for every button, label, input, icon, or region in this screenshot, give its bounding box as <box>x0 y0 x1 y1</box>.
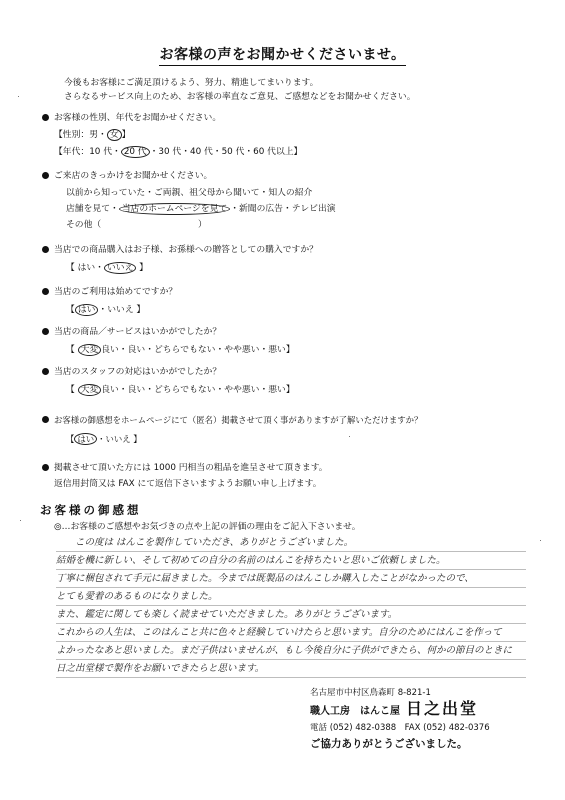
answer-line: 以前から知っていた・ご両親、祖父母から聞いて・知人の紹介 <box>66 188 313 198</box>
bullet-icon <box>42 464 49 471</box>
bullet-icon <box>42 288 49 295</box>
question-staff-rating <box>54 366 295 397</box>
circled-answer: はい <box>75 304 99 316</box>
answer-line: 【 はい ・いいえ 】 <box>66 434 142 444</box>
question-text: お客様の御感想をホームページにて（匿名）掲載させて頂く事がありますが了解いただけますか？ <box>54 415 423 425</box>
comment-line: 丁寧に梱包されて手元に届きました。今までは既製品のはんこしか購入したことがなかったので、 <box>56 570 526 588</box>
section-title: お客様の御感想 <box>40 503 142 517</box>
comment-line: よかったなあと思いました。まだ子供はいませんが、もし今後自分に子供ができたら、何かの節目のときに <box>56 642 526 660</box>
question-first-time <box>54 286 177 317</box>
bullet-icon <box>42 246 49 253</box>
bullet-icon <box>42 368 49 375</box>
scan-speck <box>540 540 541 541</box>
bullet-icon <box>42 328 49 335</box>
footer <box>310 685 490 752</box>
comment-line: これからの人生は、このはんこと共に色々と経験していけたらと思います。自分のためにはんこを作って <box>56 624 526 642</box>
question-text: 当店の商品／サービスはいかがでしたか？ <box>54 327 222 337</box>
bullet-icon <box>42 172 49 179</box>
notice-line: 返信用封筒又は FAX にて返信下さいますようお願い申し上げます。 <box>54 479 322 489</box>
comment-line: 結婚を機に新しい、そして初めての自分の名前のはんこを持ちたいと思いご依頼しました。 <box>56 552 526 570</box>
circled-answer: 大変 <box>78 344 102 356</box>
circled-answer: 20 代 <box>121 146 150 158</box>
comment-line: とても愛着のあるものになりました。 <box>56 588 526 606</box>
question-gift <box>54 244 318 275</box>
question-text: 当店での商品購入はお子様、お孫様への贈答としての購入ですか？ <box>54 245 318 255</box>
question-text: 当店のスタッフの対応はいかがでしたか？ <box>54 367 222 377</box>
answer-line: 【 大変 良い・良い・どちらでもない・やや悪い・悪い】 <box>66 345 295 355</box>
bullet-icon <box>42 416 49 423</box>
circled-answer: 女 <box>107 129 122 141</box>
comment-line: 日之出堂様で製作をお願いできたらと思います。 <box>56 660 526 678</box>
question-visit-reason <box>54 170 336 232</box>
bullet-icon <box>42 114 49 121</box>
age-answer: 【年代：10 代・ 20 代 ・30 代・40 代・50 代・60 代以上】 <box>54 147 303 157</box>
footer-address: 名古屋市中村区鳥森町 8-821-1 <box>310 688 431 698</box>
intro-line: さらなるサービス向上のため、お客様の率直なご意見、ご感想などをお聞かせください。 <box>64 92 416 102</box>
comment-line: この度は はんこを製作していただき、ありがとうございました。 <box>56 534 526 552</box>
answer-line: 【 はい ・いいえ 】 <box>66 305 146 315</box>
question-text: お客様の性別、年代をお聞かせください。 <box>54 113 222 123</box>
circled-answer: 大変 <box>78 384 102 396</box>
question-product-rating <box>54 326 295 357</box>
shop-logo: 日之出堂 <box>406 699 479 718</box>
gender-answer: 【性別：男・ 女 】 <box>54 130 131 140</box>
section-instruction: ◎…お客様のご感想やお気づきの点や上記の評価の理由をご記入下さいませ。 <box>54 522 361 532</box>
question-gender-age <box>54 112 302 159</box>
answer-line: その他（ ） <box>66 220 207 230</box>
answer-line: 【 大変 良い・良い・どちらでもない・やや悪い・悪い】 <box>66 385 295 395</box>
scan-speck <box>20 520 21 521</box>
notice-line: 掲載させて頂いた方には 1000 円相当の粗品を進呈させて頂きます。 <box>54 463 328 473</box>
answer-line: 【 はい・ いいえ 】 <box>66 263 148 273</box>
circled-answer: いいえ <box>104 262 136 274</box>
question-text: 当店のご利用は始めてですか？ <box>54 287 178 297</box>
intro-line: 今後もお客様にご満足頂けるよう、努力、精進してまいります。 <box>64 78 319 88</box>
question-text: ご来店のきっかけをお聞かせください。 <box>54 171 213 181</box>
notice <box>54 460 328 492</box>
footer-thanks: ご協力ありがとうございました。 <box>310 738 468 750</box>
circled-answer: 当店のホームページを見て <box>119 203 230 215</box>
comment-line: また、鑑定に関しても楽しく読ませていただきました。ありがとうございます。 <box>56 606 526 624</box>
page-title: お客様の声をお聞かせくださいませ。 <box>0 44 565 64</box>
footer-shop <box>310 701 490 720</box>
comments-area <box>56 534 526 678</box>
question-publish-consent <box>54 414 422 446</box>
footer-contact: 電話 (052) 482-0388 FAX (052) 482-0376 <box>310 723 490 733</box>
shop-name: 職人工房 はんこ屋 <box>310 706 400 717</box>
circled-answer: はい <box>74 433 97 445</box>
intro-text <box>64 76 416 104</box>
scan-speck <box>18 96 19 97</box>
scan-speck <box>349 436 350 437</box>
answer-line: 店舗を見て・ 当店のホームページを見て ・新聞の広告・テレビ出演 <box>66 204 336 214</box>
